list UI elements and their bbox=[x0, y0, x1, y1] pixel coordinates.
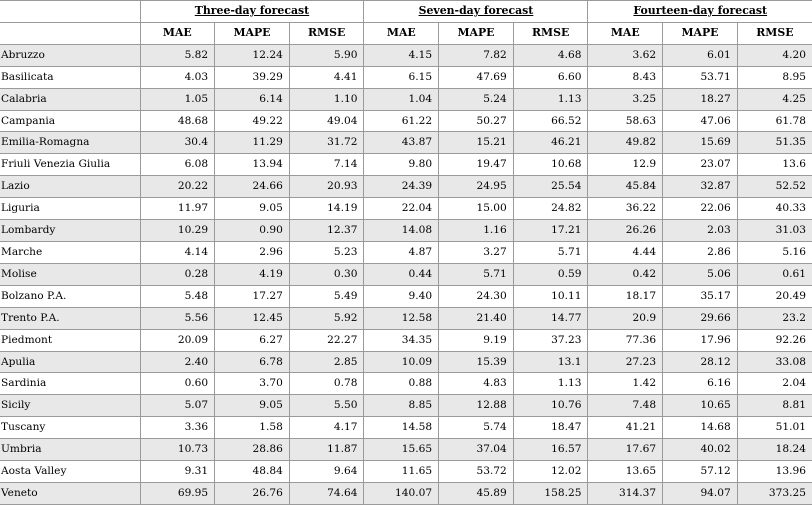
table-row bbox=[0, 351, 812, 373]
value-cell: 6.14 bbox=[215, 88, 290, 110]
group-header-row bbox=[0, 1, 812, 23]
value-cell: 13.6 bbox=[737, 154, 812, 176]
value-cell: 10.73 bbox=[140, 439, 215, 461]
value-cell: 0.90 bbox=[215, 220, 290, 242]
value-cell: 4.41 bbox=[289, 66, 364, 88]
value-cell: 11.87 bbox=[289, 439, 364, 461]
value-cell: 0.88 bbox=[364, 373, 439, 395]
value-cell: 14.19 bbox=[289, 198, 364, 220]
value-cell: 2.03 bbox=[663, 220, 738, 242]
value-cell: 49.82 bbox=[588, 132, 663, 154]
value-cell: 11.29 bbox=[215, 132, 290, 154]
value-cell: 26.76 bbox=[215, 482, 290, 504]
value-cell: 6.15 bbox=[364, 66, 439, 88]
value-cell: 0.42 bbox=[588, 263, 663, 285]
value-cell: 74.64 bbox=[289, 482, 364, 504]
value-cell: 22.06 bbox=[663, 198, 738, 220]
value-cell: 92.26 bbox=[737, 329, 812, 351]
value-cell: 16.57 bbox=[513, 439, 588, 461]
table-row bbox=[0, 176, 812, 198]
value-cell: 15.39 bbox=[439, 351, 514, 373]
region-name-cell: Marche bbox=[0, 241, 140, 263]
value-cell: 14.08 bbox=[364, 220, 439, 242]
value-cell: 12.37 bbox=[289, 220, 364, 242]
value-cell: 11.65 bbox=[364, 461, 439, 483]
value-cell: 14.68 bbox=[663, 417, 738, 439]
value-cell: 28.86 bbox=[215, 439, 290, 461]
value-cell: 14.77 bbox=[513, 307, 588, 329]
value-cell: 1.05 bbox=[140, 88, 215, 110]
value-cell: 37.23 bbox=[513, 329, 588, 351]
value-cell: 23.07 bbox=[663, 154, 738, 176]
value-cell: 8.95 bbox=[737, 66, 812, 88]
table-row bbox=[0, 110, 812, 132]
value-cell: 8.43 bbox=[588, 66, 663, 88]
value-cell: 39.29 bbox=[215, 66, 290, 88]
value-cell: 15.00 bbox=[439, 198, 514, 220]
value-cell: 2.04 bbox=[737, 373, 812, 395]
value-cell: 9.19 bbox=[439, 329, 514, 351]
value-cell: 32.87 bbox=[663, 176, 738, 198]
value-cell: 18.27 bbox=[663, 88, 738, 110]
value-cell: 23.2 bbox=[737, 307, 812, 329]
value-cell: 51.35 bbox=[737, 132, 812, 154]
value-cell: 0.60 bbox=[140, 373, 215, 395]
value-cell: 50.27 bbox=[439, 110, 514, 132]
table-row bbox=[0, 482, 812, 504]
value-cell: 25.54 bbox=[513, 176, 588, 198]
region-name-cell: Veneto bbox=[0, 482, 140, 504]
value-cell: 48.68 bbox=[140, 110, 215, 132]
value-cell: 45.89 bbox=[439, 482, 514, 504]
value-cell: 24.39 bbox=[364, 176, 439, 198]
value-cell: 30.4 bbox=[140, 132, 215, 154]
value-cell: 10.29 bbox=[140, 220, 215, 242]
value-cell: 9.05 bbox=[215, 395, 290, 417]
value-cell: 314.37 bbox=[588, 482, 663, 504]
metric-header: RMSE bbox=[513, 22, 588, 44]
region-name-cell: Liguria bbox=[0, 198, 140, 220]
metric-header-row bbox=[0, 22, 812, 44]
value-cell: 37.04 bbox=[439, 439, 514, 461]
value-cell: 15.21 bbox=[439, 132, 514, 154]
metric-header: MAE bbox=[588, 22, 663, 44]
value-cell: 4.25 bbox=[737, 88, 812, 110]
value-cell: 5.24 bbox=[439, 88, 514, 110]
table-row bbox=[0, 307, 812, 329]
value-cell: 41.21 bbox=[588, 417, 663, 439]
value-cell: 22.27 bbox=[289, 329, 364, 351]
table-row bbox=[0, 66, 812, 88]
value-cell: 18.47 bbox=[513, 417, 588, 439]
value-cell: 15.69 bbox=[663, 132, 738, 154]
region-header-empty-2 bbox=[0, 22, 140, 44]
value-cell: 0.28 bbox=[140, 263, 215, 285]
value-cell: 6.78 bbox=[215, 351, 290, 373]
value-cell: 26.26 bbox=[588, 220, 663, 242]
value-cell: 21.40 bbox=[439, 307, 514, 329]
value-cell: 5.56 bbox=[140, 307, 215, 329]
value-cell: 2.86 bbox=[663, 241, 738, 263]
value-cell: 373.25 bbox=[737, 482, 812, 504]
value-cell: 18.24 bbox=[737, 439, 812, 461]
value-cell: 13.94 bbox=[215, 154, 290, 176]
metric-header: MAPE bbox=[439, 22, 514, 44]
region-name-cell: Sicily bbox=[0, 395, 140, 417]
value-cell: 1.13 bbox=[513, 88, 588, 110]
value-cell: 10.76 bbox=[513, 395, 588, 417]
value-cell: 1.42 bbox=[588, 373, 663, 395]
value-cell: 4.68 bbox=[513, 44, 588, 66]
value-cell: 4.15 bbox=[364, 44, 439, 66]
value-cell: 24.66 bbox=[215, 176, 290, 198]
region-name-cell: Trento P.A. bbox=[0, 307, 140, 329]
value-cell: 28.12 bbox=[663, 351, 738, 373]
value-cell: 9.40 bbox=[364, 285, 439, 307]
value-cell: 4.03 bbox=[140, 66, 215, 88]
value-cell: 31.72 bbox=[289, 132, 364, 154]
value-cell: 140.07 bbox=[364, 482, 439, 504]
value-cell: 8.81 bbox=[737, 395, 812, 417]
value-cell: 17.67 bbox=[588, 439, 663, 461]
table-row bbox=[0, 461, 812, 483]
value-cell: 31.03 bbox=[737, 220, 812, 242]
value-cell: 10.09 bbox=[364, 351, 439, 373]
value-cell: 19.47 bbox=[439, 154, 514, 176]
value-cell: 53.71 bbox=[663, 66, 738, 88]
value-cell: 52.52 bbox=[737, 176, 812, 198]
value-cell: 40.33 bbox=[737, 198, 812, 220]
value-cell: 33.08 bbox=[737, 351, 812, 373]
value-cell: 0.30 bbox=[289, 263, 364, 285]
table-header bbox=[0, 1, 812, 45]
table-row bbox=[0, 417, 812, 439]
table-row bbox=[0, 198, 812, 220]
value-cell: 5.48 bbox=[140, 285, 215, 307]
region-name-cell: Campania bbox=[0, 110, 140, 132]
value-cell: 27.23 bbox=[588, 351, 663, 373]
value-cell: 36.22 bbox=[588, 198, 663, 220]
value-cell: 45.84 bbox=[588, 176, 663, 198]
value-cell: 20.9 bbox=[588, 307, 663, 329]
value-cell: 158.25 bbox=[513, 482, 588, 504]
value-cell: 4.14 bbox=[140, 241, 215, 263]
metric-header: MAPE bbox=[663, 22, 738, 44]
value-cell: 5.50 bbox=[289, 395, 364, 417]
table-row bbox=[0, 395, 812, 417]
group-header-three-day: Three-day forecast bbox=[140, 1, 364, 23]
table-row bbox=[0, 220, 812, 242]
value-cell: 20.93 bbox=[289, 176, 364, 198]
table-row bbox=[0, 44, 812, 66]
value-cell: 9.05 bbox=[215, 198, 290, 220]
region-name-cell: Calabria bbox=[0, 88, 140, 110]
value-cell: 5.16 bbox=[737, 241, 812, 263]
value-cell: 46.21 bbox=[513, 132, 588, 154]
value-cell: 3.25 bbox=[588, 88, 663, 110]
value-cell: 24.30 bbox=[439, 285, 514, 307]
value-cell: 5.92 bbox=[289, 307, 364, 329]
region-name-cell: Apulia bbox=[0, 351, 140, 373]
value-cell: 12.24 bbox=[215, 44, 290, 66]
value-cell: 13.96 bbox=[737, 461, 812, 483]
table-row bbox=[0, 263, 812, 285]
value-cell: 2.40 bbox=[140, 351, 215, 373]
region-header-empty bbox=[0, 1, 140, 23]
value-cell: 5.82 bbox=[140, 44, 215, 66]
region-name-cell: Lombardy bbox=[0, 220, 140, 242]
value-cell: 58.63 bbox=[588, 110, 663, 132]
group-header-fourteen-day: Fourteen-day forecast bbox=[588, 1, 812, 23]
value-cell: 53.72 bbox=[439, 461, 514, 483]
value-cell: 20.09 bbox=[140, 329, 215, 351]
table-row bbox=[0, 373, 812, 395]
value-cell: 3.70 bbox=[215, 373, 290, 395]
value-cell: 66.52 bbox=[513, 110, 588, 132]
value-cell: 15.65 bbox=[364, 439, 439, 461]
metric-header: MAE bbox=[364, 22, 439, 44]
value-cell: 24.95 bbox=[439, 176, 514, 198]
value-cell: 6.60 bbox=[513, 66, 588, 88]
table-row bbox=[0, 154, 812, 176]
value-cell: 1.13 bbox=[513, 373, 588, 395]
value-cell: 5.23 bbox=[289, 241, 364, 263]
value-cell: 35.17 bbox=[663, 285, 738, 307]
value-cell: 0.78 bbox=[289, 373, 364, 395]
value-cell: 0.61 bbox=[737, 263, 812, 285]
value-cell: 94.07 bbox=[663, 482, 738, 504]
value-cell: 48.84 bbox=[215, 461, 290, 483]
value-cell: 6.08 bbox=[140, 154, 215, 176]
value-cell: 18.17 bbox=[588, 285, 663, 307]
region-name-cell: Piedmont bbox=[0, 329, 140, 351]
table-row bbox=[0, 132, 812, 154]
value-cell: 6.16 bbox=[663, 373, 738, 395]
value-cell: 10.65 bbox=[663, 395, 738, 417]
region-name-cell: Friuli Venezia Giulia bbox=[0, 154, 140, 176]
value-cell: 17.27 bbox=[215, 285, 290, 307]
group-header-seven-day: Seven-day forecast bbox=[364, 1, 588, 23]
region-name-cell: Aosta Valley bbox=[0, 461, 140, 483]
value-cell: 11.97 bbox=[140, 198, 215, 220]
value-cell: 1.04 bbox=[364, 88, 439, 110]
value-cell: 12.9 bbox=[588, 154, 663, 176]
region-name-cell: Abruzzo bbox=[0, 44, 140, 66]
value-cell: 5.06 bbox=[663, 263, 738, 285]
value-cell: 6.27 bbox=[215, 329, 290, 351]
value-cell: 61.22 bbox=[364, 110, 439, 132]
table-row bbox=[0, 439, 812, 461]
value-cell: 1.10 bbox=[289, 88, 364, 110]
value-cell: 9.64 bbox=[289, 461, 364, 483]
region-name-cell: Basilicata bbox=[0, 66, 140, 88]
value-cell: 12.58 bbox=[364, 307, 439, 329]
value-cell: 3.62 bbox=[588, 44, 663, 66]
metric-header: RMSE bbox=[737, 22, 812, 44]
table-row bbox=[0, 329, 812, 351]
value-cell: 4.83 bbox=[439, 373, 514, 395]
value-cell: 20.22 bbox=[140, 176, 215, 198]
region-name-cell: Molise bbox=[0, 263, 140, 285]
value-cell: 5.71 bbox=[513, 241, 588, 263]
value-cell: 4.44 bbox=[588, 241, 663, 263]
value-cell: 7.48 bbox=[588, 395, 663, 417]
value-cell: 3.36 bbox=[140, 417, 215, 439]
value-cell: 4.87 bbox=[364, 241, 439, 263]
value-cell: 47.69 bbox=[439, 66, 514, 88]
value-cell: 29.66 bbox=[663, 307, 738, 329]
value-cell: 10.68 bbox=[513, 154, 588, 176]
table-row bbox=[0, 88, 812, 110]
value-cell: 24.82 bbox=[513, 198, 588, 220]
value-cell: 47.06 bbox=[663, 110, 738, 132]
value-cell: 13.1 bbox=[513, 351, 588, 373]
value-cell: 2.85 bbox=[289, 351, 364, 373]
region-name-cell: Lazio bbox=[0, 176, 140, 198]
value-cell: 2.96 bbox=[215, 241, 290, 263]
region-name-cell: Umbria bbox=[0, 439, 140, 461]
value-cell: 51.01 bbox=[737, 417, 812, 439]
value-cell: 7.82 bbox=[439, 44, 514, 66]
value-cell: 0.59 bbox=[513, 263, 588, 285]
value-cell: 22.04 bbox=[364, 198, 439, 220]
table-body bbox=[0, 44, 812, 504]
value-cell: 12.88 bbox=[439, 395, 514, 417]
value-cell: 5.90 bbox=[289, 44, 364, 66]
value-cell: 7.14 bbox=[289, 154, 364, 176]
value-cell: 1.58 bbox=[215, 417, 290, 439]
value-cell: 17.96 bbox=[663, 329, 738, 351]
value-cell: 12.45 bbox=[215, 307, 290, 329]
region-name-cell: Emilia-Romagna bbox=[0, 132, 140, 154]
value-cell: 14.58 bbox=[364, 417, 439, 439]
value-cell: 5.71 bbox=[439, 263, 514, 285]
value-cell: 0.44 bbox=[364, 263, 439, 285]
value-cell: 6.01 bbox=[663, 44, 738, 66]
value-cell: 12.02 bbox=[513, 461, 588, 483]
metric-header: RMSE bbox=[289, 22, 364, 44]
region-name-cell: Sardinia bbox=[0, 373, 140, 395]
value-cell: 1.16 bbox=[439, 220, 514, 242]
value-cell: 61.78 bbox=[737, 110, 812, 132]
value-cell: 43.87 bbox=[364, 132, 439, 154]
region-name-cell: Tuscany bbox=[0, 417, 140, 439]
value-cell: 5.49 bbox=[289, 285, 364, 307]
value-cell: 69.95 bbox=[140, 482, 215, 504]
value-cell: 49.04 bbox=[289, 110, 364, 132]
value-cell: 3.27 bbox=[439, 241, 514, 263]
value-cell: 13.65 bbox=[588, 461, 663, 483]
value-cell: 10.11 bbox=[513, 285, 588, 307]
value-cell: 4.17 bbox=[289, 417, 364, 439]
value-cell: 49.22 bbox=[215, 110, 290, 132]
value-cell: 4.20 bbox=[737, 44, 812, 66]
value-cell: 5.74 bbox=[439, 417, 514, 439]
metric-header: MAE bbox=[140, 22, 215, 44]
value-cell: 17.21 bbox=[513, 220, 588, 242]
metric-header: MAPE bbox=[215, 22, 290, 44]
value-cell: 40.02 bbox=[663, 439, 738, 461]
value-cell: 34.35 bbox=[364, 329, 439, 351]
value-cell: 57.12 bbox=[663, 461, 738, 483]
value-cell: 20.49 bbox=[737, 285, 812, 307]
value-cell: 8.85 bbox=[364, 395, 439, 417]
value-cell: 5.07 bbox=[140, 395, 215, 417]
region-name-cell: Bolzano P.A. bbox=[0, 285, 140, 307]
value-cell: 77.36 bbox=[588, 329, 663, 351]
value-cell: 4.19 bbox=[215, 263, 290, 285]
table-row bbox=[0, 241, 812, 263]
value-cell: 9.31 bbox=[140, 461, 215, 483]
table-row bbox=[0, 285, 812, 307]
value-cell: 9.80 bbox=[364, 154, 439, 176]
